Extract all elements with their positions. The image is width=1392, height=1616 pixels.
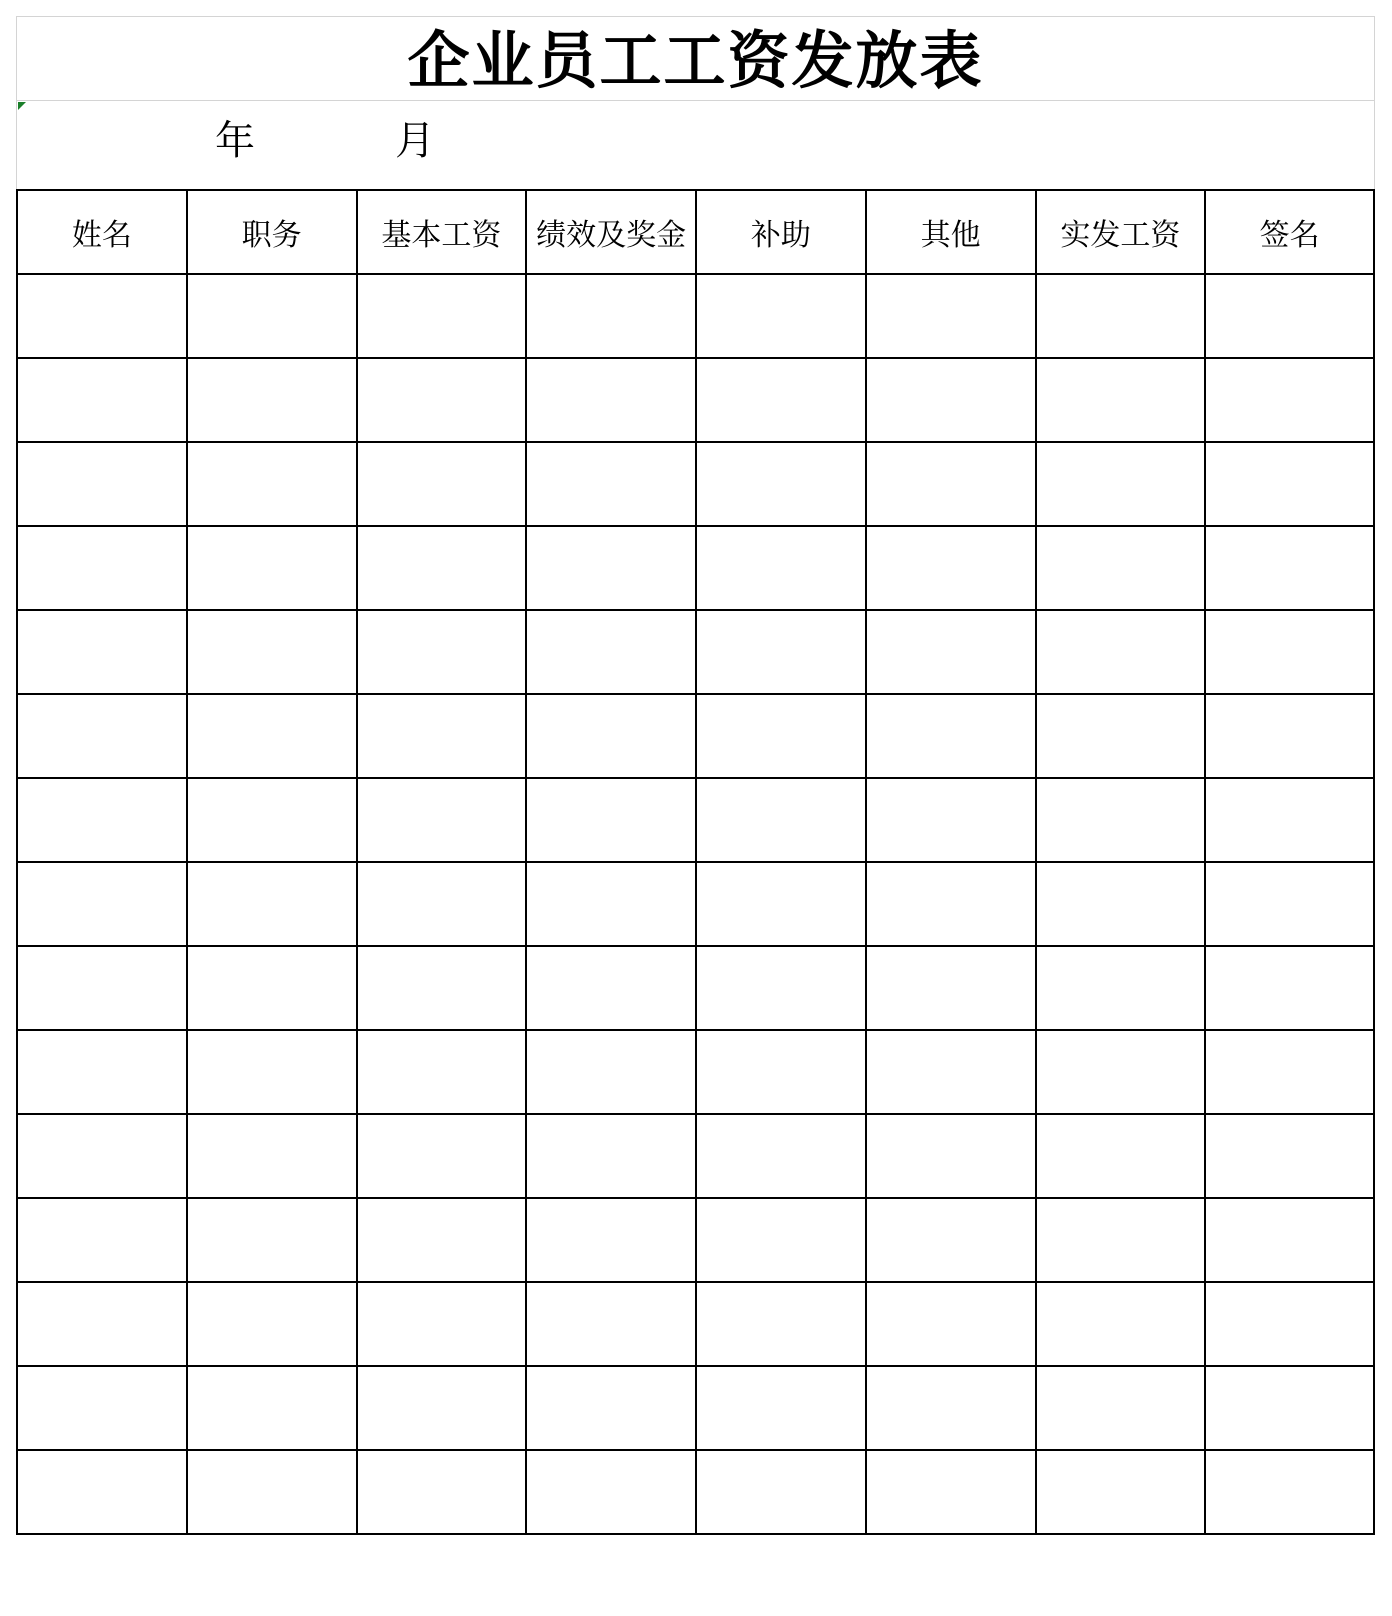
table-row xyxy=(17,1114,1374,1198)
table-cell[interactable] xyxy=(1205,694,1374,778)
table-cell[interactable] xyxy=(17,778,187,862)
table-cell[interactable] xyxy=(187,1198,357,1282)
table-cell[interactable] xyxy=(696,274,866,358)
table-cell[interactable] xyxy=(17,358,187,442)
table-cell[interactable] xyxy=(696,610,866,694)
table-cell[interactable] xyxy=(17,610,187,694)
table-cell[interactable] xyxy=(1205,1030,1374,1114)
table-cell[interactable] xyxy=(357,358,527,442)
header-performance-bonus[interactable]: 绩效及奖金 xyxy=(526,190,696,274)
table-cell[interactable] xyxy=(1205,526,1374,610)
table-cell[interactable] xyxy=(357,610,527,694)
table-cell[interactable] xyxy=(357,778,527,862)
table-cell[interactable] xyxy=(696,694,866,778)
table-cell[interactable] xyxy=(866,946,1036,1030)
table-cell[interactable] xyxy=(17,526,187,610)
table-cell[interactable] xyxy=(357,1114,527,1198)
table-row xyxy=(17,1450,1374,1534)
table-cell[interactable] xyxy=(1205,862,1374,946)
table-cell[interactable] xyxy=(17,1366,187,1450)
table-cell[interactable] xyxy=(357,946,527,1030)
table-cell[interactable] xyxy=(866,1450,1036,1534)
table-cell[interactable] xyxy=(187,1282,357,1366)
month-label: 月 xyxy=(395,118,435,164)
table-cell[interactable] xyxy=(696,1450,866,1534)
table-cell[interactable] xyxy=(357,442,527,526)
table-cell[interactable] xyxy=(1205,1282,1374,1366)
table-row xyxy=(17,274,1374,358)
table-cell[interactable] xyxy=(696,442,866,526)
table-cell[interactable] xyxy=(866,274,1036,358)
table-cell[interactable] xyxy=(187,358,357,442)
table-cell[interactable] xyxy=(866,610,1036,694)
table-row xyxy=(17,694,1374,778)
header-row xyxy=(17,190,1374,274)
table-cell[interactable] xyxy=(17,946,187,1030)
table-body xyxy=(17,274,1374,1534)
table-cell[interactable] xyxy=(526,442,696,526)
header-allowance[interactable]: 补助 xyxy=(696,190,866,274)
table-row xyxy=(17,862,1374,946)
table-cell[interactable] xyxy=(526,946,696,1030)
table-cell[interactable] xyxy=(526,694,696,778)
table-cell[interactable] xyxy=(357,1450,527,1534)
table-cell[interactable] xyxy=(1205,442,1374,526)
table-cell[interactable] xyxy=(1036,358,1206,442)
table-cell[interactable] xyxy=(187,1030,357,1114)
table-cell[interactable] xyxy=(357,1366,527,1450)
table-cell[interactable] xyxy=(187,610,357,694)
table-cell[interactable] xyxy=(866,1114,1036,1198)
page-title: 企业员工工资发放表 xyxy=(407,23,984,97)
table-cell[interactable] xyxy=(187,1114,357,1198)
table-cell[interactable] xyxy=(1205,1198,1374,1282)
table-cell[interactable] xyxy=(1036,1114,1206,1198)
table-cell[interactable] xyxy=(187,778,357,862)
header-base-salary[interactable]: 基本工资 xyxy=(357,190,527,274)
table-cell[interactable] xyxy=(696,1366,866,1450)
table-cell[interactable] xyxy=(866,1030,1036,1114)
table-cell[interactable] xyxy=(1205,778,1374,862)
table-cell[interactable] xyxy=(187,694,357,778)
table-cell[interactable] xyxy=(187,274,357,358)
table-cell[interactable] xyxy=(1036,946,1206,1030)
table-cell[interactable] xyxy=(696,946,866,1030)
table-cell[interactable] xyxy=(187,526,357,610)
header-name[interactable]: 姓名 xyxy=(17,190,187,274)
table-cell[interactable] xyxy=(1036,694,1206,778)
table-cell[interactable] xyxy=(526,610,696,694)
salary-sheet xyxy=(16,16,1376,1600)
table-cell[interactable] xyxy=(17,1450,187,1534)
table-cell[interactable] xyxy=(526,862,696,946)
table-cell[interactable] xyxy=(866,358,1036,442)
table-cell[interactable] xyxy=(187,442,357,526)
table-cell[interactable] xyxy=(526,778,696,862)
table-cell[interactable] xyxy=(866,526,1036,610)
table-row xyxy=(17,1030,1374,1114)
table-cell[interactable] xyxy=(357,694,527,778)
header-signature[interactable]: 签名 xyxy=(1205,190,1374,274)
table-row xyxy=(17,610,1374,694)
table-cell[interactable] xyxy=(357,1282,527,1366)
table-cell[interactable] xyxy=(526,1450,696,1534)
table-cell[interactable] xyxy=(357,862,527,946)
title-cell[interactable] xyxy=(16,16,1375,101)
table-cell[interactable] xyxy=(866,862,1036,946)
cell-comment-marker xyxy=(18,102,26,110)
table-cell[interactable] xyxy=(866,442,1036,526)
table-cell[interactable] xyxy=(696,862,866,946)
table-cell[interactable] xyxy=(1205,610,1374,694)
table-cell[interactable] xyxy=(357,1198,527,1282)
table-cell[interactable] xyxy=(1036,1366,1206,1450)
table-cell[interactable] xyxy=(1205,1366,1374,1450)
table-cell[interactable] xyxy=(187,946,357,1030)
table-cell[interactable] xyxy=(866,778,1036,862)
table-row xyxy=(17,778,1374,862)
table-cell[interactable] xyxy=(1205,1114,1374,1198)
table-cell[interactable] xyxy=(696,526,866,610)
table-cell[interactable] xyxy=(526,1198,696,1282)
table-cell[interactable] xyxy=(866,1282,1036,1366)
table-cell[interactable] xyxy=(526,274,696,358)
table-row xyxy=(17,946,1374,1030)
table-cell[interactable] xyxy=(1036,1198,1206,1282)
table-cell[interactable] xyxy=(1205,358,1374,442)
table-cell[interactable] xyxy=(866,1366,1036,1450)
table-cell[interactable] xyxy=(696,1198,866,1282)
table-cell[interactable] xyxy=(1036,778,1206,862)
table-cell[interactable] xyxy=(696,1282,866,1366)
table-row xyxy=(17,358,1374,442)
table-cell[interactable] xyxy=(357,1030,527,1114)
table-cell[interactable] xyxy=(1036,526,1206,610)
table-cell[interactable] xyxy=(1036,1450,1206,1534)
table-cell[interactable] xyxy=(17,274,187,358)
table-cell[interactable] xyxy=(1036,1282,1206,1366)
table-cell[interactable] xyxy=(526,358,696,442)
table-cell[interactable] xyxy=(1036,274,1206,358)
table-cell[interactable] xyxy=(1205,946,1374,1030)
table-cell[interactable] xyxy=(17,694,187,778)
table-cell[interactable] xyxy=(357,526,527,610)
header-net-salary[interactable]: 实发工资 xyxy=(1036,190,1206,274)
table-cell[interactable] xyxy=(187,862,357,946)
table-cell[interactable] xyxy=(526,1366,696,1450)
year-label: 年 xyxy=(215,118,255,164)
table-cell[interactable] xyxy=(17,862,187,946)
table-row xyxy=(17,1282,1374,1366)
table-cell[interactable] xyxy=(526,1030,696,1114)
table-cell[interactable] xyxy=(1205,1450,1374,1534)
salary-table xyxy=(16,189,1375,1535)
table-cell[interactable] xyxy=(696,1114,866,1198)
table-cell[interactable] xyxy=(1036,862,1206,946)
table-cell[interactable] xyxy=(17,1114,187,1198)
date-cell[interactable] xyxy=(16,101,1375,189)
table-cell[interactable] xyxy=(696,358,866,442)
table-cell[interactable] xyxy=(1205,274,1374,358)
table-row xyxy=(17,1198,1374,1282)
table-cell[interactable] xyxy=(526,526,696,610)
table-cell[interactable] xyxy=(526,1282,696,1366)
table-cell[interactable] xyxy=(17,442,187,526)
table-cell[interactable] xyxy=(1036,1030,1206,1114)
table-cell[interactable] xyxy=(17,1198,187,1282)
table-cell[interactable] xyxy=(526,1114,696,1198)
table-cell[interactable] xyxy=(357,274,527,358)
table-cell[interactable] xyxy=(1036,610,1206,694)
header-position[interactable]: 职务 xyxy=(187,190,357,274)
table-cell[interactable] xyxy=(187,1366,357,1450)
table-cell[interactable] xyxy=(696,1030,866,1114)
table-cell[interactable] xyxy=(696,778,866,862)
table-cell[interactable] xyxy=(866,694,1036,778)
table-row xyxy=(17,442,1374,526)
table-cell[interactable] xyxy=(17,1030,187,1114)
table-cell[interactable] xyxy=(1036,442,1206,526)
header-other[interactable]: 其他 xyxy=(866,190,1036,274)
table-cell[interactable] xyxy=(187,1450,357,1534)
table-cell[interactable] xyxy=(866,1198,1036,1282)
table-cell[interactable] xyxy=(17,1282,187,1366)
table-row xyxy=(17,526,1374,610)
table-row xyxy=(17,1366,1374,1450)
